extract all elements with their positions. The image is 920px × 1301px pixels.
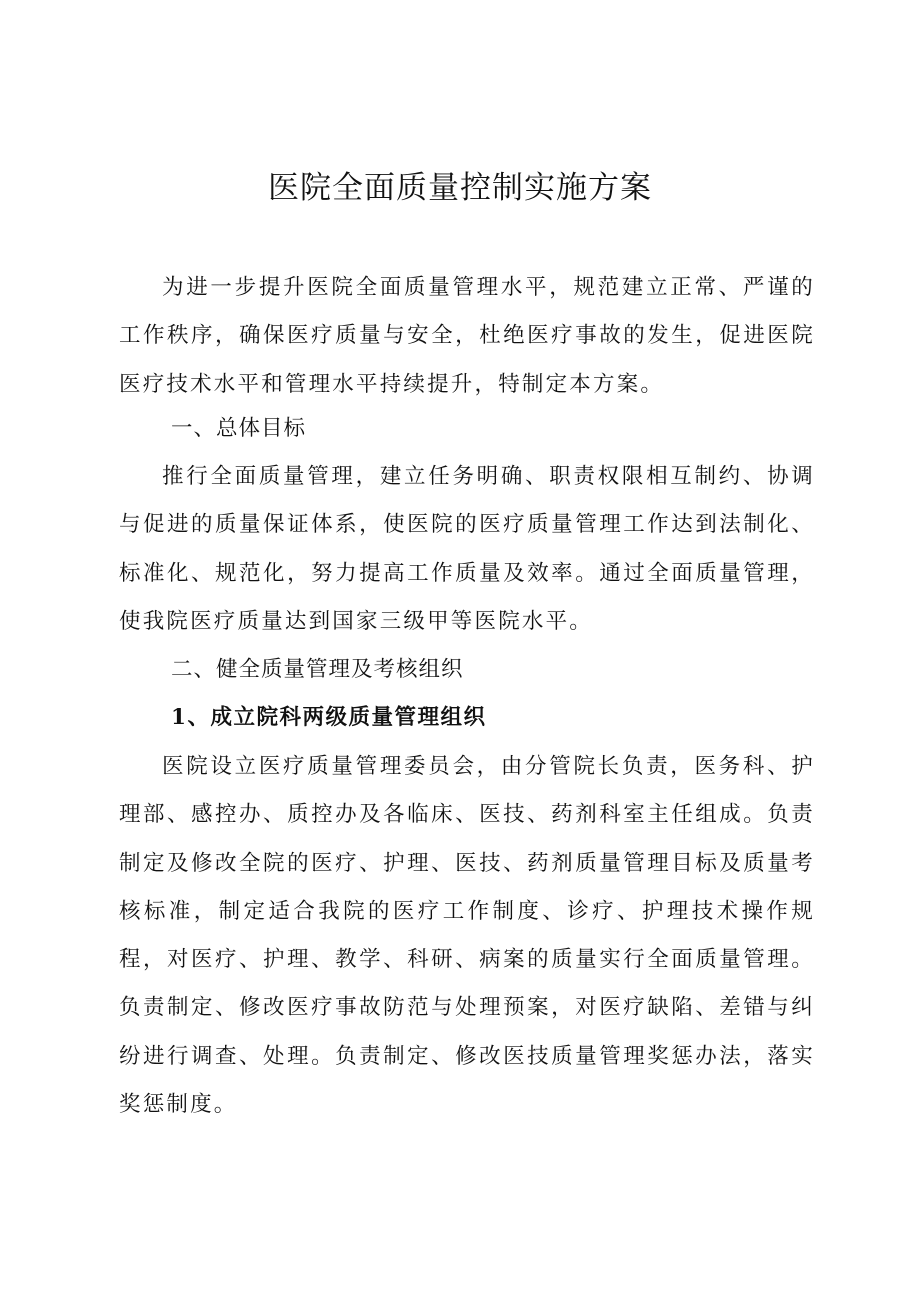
section1-paragraph: 推行全面质量管理，建立任务明确、职责权限相互制约、协调与促进的质量保证体系，使医院的医疗质量管理工作达到法制化、标准化、规范化，努力提高工作质量及效率。通过全面质量管理，使我院医疗质量达到国家三级甲等医院水平。 <box>119 464 815 634</box>
section-heading-overall-goals: 一、总体目标 <box>171 416 307 441</box>
section1-block <box>119 453 815 646</box>
document-title: 医院全面质量控制实施方案 <box>268 170 652 206</box>
subsection1-block <box>119 743 815 1129</box>
intro-block <box>119 264 815 409</box>
intro-paragraph: 为进一步提升医院全面质量管理水平，规范建立正常、严谨的工作秩序，确保医疗质量与安全，杜绝医疗事故的发生，促进医院医疗技术水平和管理水平持续提升，特制定本方案。 <box>119 275 815 397</box>
subsection-heading-two-level-organization: 1、成立院科两级质量管理组织 <box>171 705 487 730</box>
subsection1-paragraph: 医院设立医疗质量管理委员会，由分管院长负责，医务科、护理部、感控办、质控办及各临床、医技、药剂科室主任组成。负责制定及修改全院的医疗、护理、医技、药剂质量管理目标及质量考核标准，制定适合我院的医疗工作制度、诊疗、护理技术操作规程，对医疗、护理、教学、科研、病案的质量实行全面质量管理。负责制定、修改医疗事故防范与处理预案，对医疗缺陷、差错与纠纷进行调查、处理。负责制定、修改医技质量管理奖惩办法，落实奖惩制度。 <box>119 754 815 1118</box>
section-heading-quality-organization: 二、健全质量管理及考核组织 <box>171 657 464 682</box>
